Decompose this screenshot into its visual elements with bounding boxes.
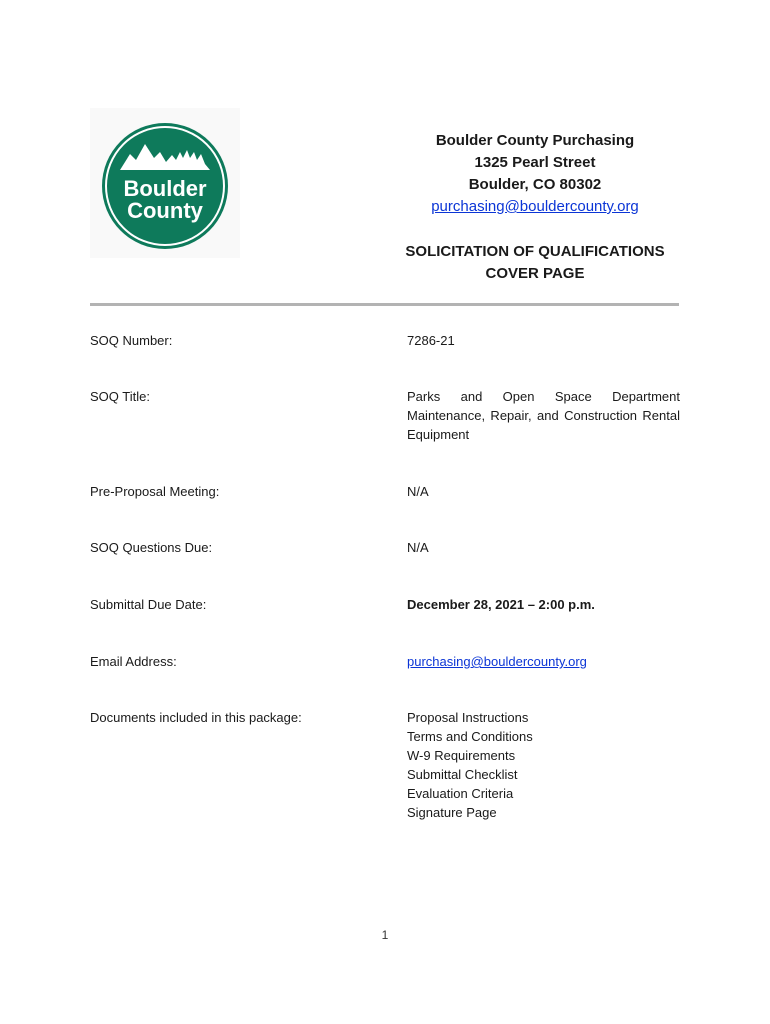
pre-proposal-label: Pre-Proposal Meeting: — [90, 484, 220, 499]
document-item: Submittal Checklist — [407, 767, 518, 782]
questions-due-value: N/A — [407, 540, 429, 555]
email-label: Email Address: — [90, 654, 177, 669]
soq-title-label: SOQ Title: — [90, 389, 150, 404]
city-state-zip: Boulder, CO 80302 — [468, 176, 602, 193]
page-number: 1 — [381, 928, 389, 942]
document-item: Proposal Instructions — [407, 710, 529, 725]
org-name: Boulder County Purchasing — [435, 132, 635, 149]
street-address: 1325 Pearl Street — [474, 154, 596, 171]
soq-number-value: 7286-21 — [407, 333, 455, 348]
purchasing-header — [390, 130, 680, 218]
title-line2: COVER PAGE — [485, 265, 585, 282]
header-email-link[interactable]: purchasing@bouldercounty.org — [431, 198, 639, 215]
document-item: W-9 Requirements — [407, 748, 516, 763]
soq-title-value: Parks and Open Space Department Maintenance, Repair, and Construction Rental Equipment — [407, 389, 680, 442]
pre-proposal-value: N/A — [407, 484, 429, 499]
soq-number-label: SOQ Number: — [90, 333, 173, 348]
email-link[interactable]: purchasing@bouldercounty.org — [407, 654, 587, 669]
documents-label: Documents included in this package: — [90, 710, 302, 725]
submittal-due-label: Submittal Due Date: — [90, 597, 207, 612]
documents-list — [407, 708, 680, 822]
document-title — [390, 241, 680, 285]
submittal-due-value: December 28, 2021 – 2:00 p.m. — [407, 597, 595, 612]
questions-due-label: SOQ Questions Due: — [90, 540, 213, 555]
logo-text-line1: Boulder — [123, 176, 207, 201]
logo-text-line2: County — [127, 198, 203, 223]
title-line1: SOLICITATION OF QUALIFICATIONS — [405, 243, 665, 260]
divider — [90, 303, 679, 306]
boulder-county-logo — [90, 108, 240, 258]
document-item: Evaluation Criteria — [407, 786, 514, 801]
document-item: Signature Page — [407, 805, 497, 820]
document-item: Terms and Conditions — [407, 729, 533, 744]
